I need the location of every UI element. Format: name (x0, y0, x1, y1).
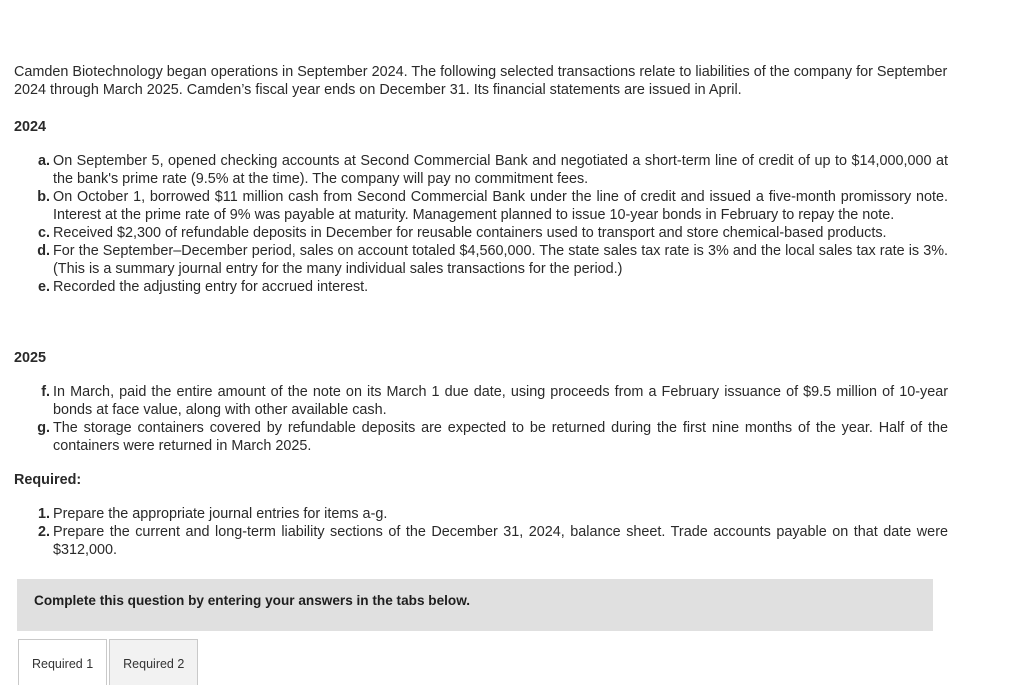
year-heading-2025: 2025 (14, 350, 47, 366)
year-heading-2024: 2024 (14, 119, 47, 135)
problem-intro: Camden Biotechnology began operations in September 2024. The following selected transactions relate to liabilities of the company for September 2024 through March 2025. Camden’s fiscal year ends on December 31. Its financial statements are issued in April. (14, 64, 948, 98)
item-letter: g. (37, 420, 50, 436)
item-number: 2. (37, 524, 50, 540)
list-item (32, 152, 948, 188)
transactions-2025-list (32, 383, 948, 455)
item-text: The storage containers covered by refundable deposits are expected to be returned during the first nine months of the year. Half of the containers were returned in March 2025. (53, 420, 948, 454)
item-text: On September 5, opened checking accounts at Second Commercial Bank and negotiated a short-term line of credit of up to $14,000,000 at the bank's prime rate (9.5% at the time). The company will pay no commitment fees. (53, 153, 948, 187)
answer-tabs (18, 639, 200, 685)
list-item (32, 505, 948, 523)
item-text: For the September–December period, sales on account totaled $4,560,000. The state sales tax rate is 3% and the local sales tax rate is 3%. (This is a summary journal entry for the many individual sales transactions for the period.) (53, 243, 948, 277)
list-item (32, 278, 948, 296)
instruction-banner (17, 579, 933, 631)
item-letter: e. (37, 279, 50, 295)
item-letter: b. (37, 189, 50, 205)
required-list (32, 505, 948, 559)
item-number: 1. (37, 506, 50, 522)
item-text: Received $2,300 of refundable deposits in December for reusable containers used to transport and store chemical-based products. (53, 225, 887, 241)
list-item (32, 383, 948, 419)
tab-required-2[interactable]: Required 2 (109, 639, 198, 685)
item-text: Recorded the adjusting entry for accrued interest. (53, 279, 369, 295)
item-text: In March, paid the entire amount of the note on its March 1 due date, using proceeds from a February issuance of $9.5 million of 10-year bonds at face value, along with other available cash. (53, 384, 948, 418)
item-text: Prepare the appropriate journal entries for items a-g. (53, 506, 388, 522)
item-letter: a. (37, 153, 50, 169)
instruction-text: Complete this question by entering your answers in the tabs below. (34, 593, 471, 608)
tab-required-1[interactable]: Required 1 (18, 639, 107, 685)
item-text: Prepare the current and long-term liability sections of the December 31, 2024, balance sheet. Trade accounts payable on that date were $312,000. (53, 524, 948, 558)
item-text: On October 1, borrowed $11 million cash from Second Commercial Bank under the line of credit and issued a five-month promissory note. Interest at the prime rate of 9% was payable at maturity. Management planned to issue 10-year bonds in February to repay the note. (53, 189, 948, 223)
list-item (32, 419, 948, 455)
list-item (32, 242, 948, 278)
item-letter: d. (37, 243, 50, 259)
required-heading: Required: (14, 472, 82, 488)
item-letter: f. (41, 384, 50, 400)
list-item (32, 188, 948, 224)
list-item (32, 224, 948, 242)
transactions-2024-list (32, 152, 948, 296)
list-item (32, 523, 948, 559)
item-letter: c. (37, 225, 50, 241)
